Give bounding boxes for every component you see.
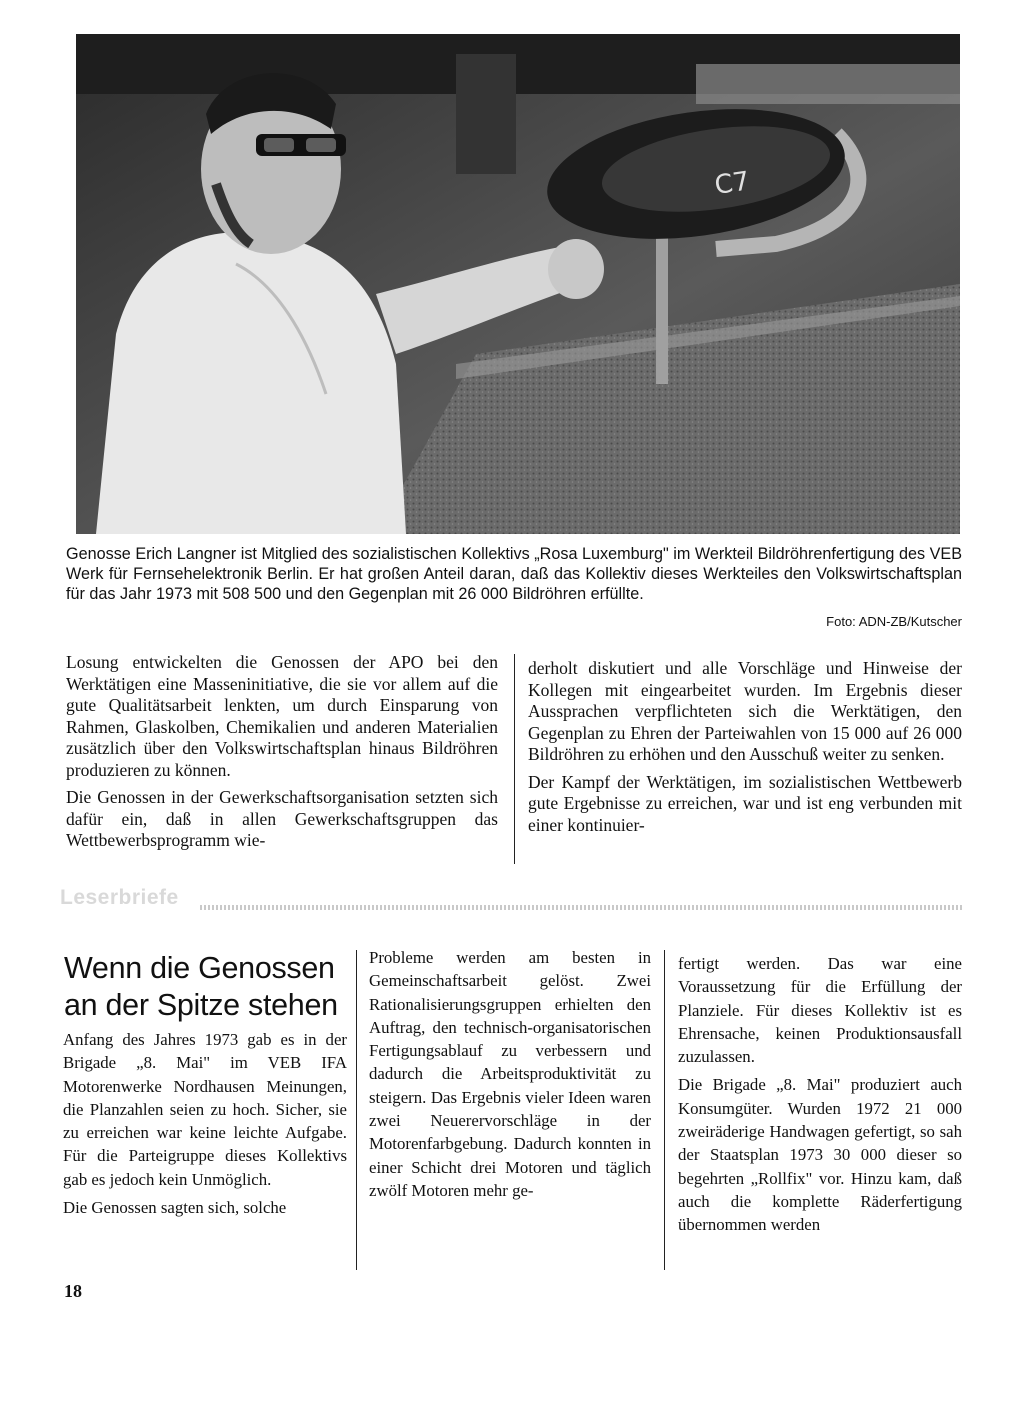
paragraph: Die Genossen sagten sich, solche — [63, 1198, 287, 1218]
tube-marking: C7 — [712, 166, 752, 201]
column-divider — [514, 654, 515, 864]
paragraph: Die Brigade „8. Mai" produziert auch Konsumgüter. Wurden 1972 21 000 zweiräderige Handwagen gefertigt, so sah der Staatsplan 1973 30 000 dieser so begehrten „Rollfix" vor. Hinzu kam, daß auch die komplette Räderfertigung übernommen werden — [678, 1075, 962, 1235]
section-header — [58, 886, 962, 914]
photo-caption: Genosse Erich Langner ist Mitglied des sozialistischen Kollektivs „Rosa Luxemburg" im Werkteil Bildröhrenfertigung des VEB Werk für Fernsehelektronik Berlin. Er hat großen Anteil daran, daß das Kollektiv dieses Werkteiles den Volkswirtschaftsplan für das Jahr 1973 mit 508 500 und den Gegenplan mit 26 000 Bildröhren erfüllte. — [66, 545, 962, 603]
page-number: 18 — [64, 1281, 82, 1301]
section-rule — [200, 905, 962, 910]
letter-headline: Wenn die Genossen an der Spitze stehen — [64, 951, 338, 1022]
letter-column-3 — [678, 952, 962, 1242]
paragraph: Die Genossen in der Gewerkschaftsorganisation setzten sich dafür ein, daß in allen Gewerkschaftsgruppen das Wettbewerbsprogramm wie- — [66, 787, 498, 850]
top-article-column-1 — [66, 652, 498, 858]
paragraph: Losung entwickelten die Genossen der APO bei den Werktätigen eine Masseninitiative, die sie vor allem auf die gute Qualitätsarbeit lenkten, um durch Einsparung von Rahmen, Glaskolben, Chemikalien und anderen Materialien zusätzlich über den Volkswirtschaftsplan hinaus Bildröhren produzieren zu können. — [66, 652, 498, 780]
column-divider — [356, 950, 357, 1270]
photograph-of-worker-inspecting-picture-tube-icon — [76, 34, 960, 534]
paragraph: fertigt werden. Das war eine Voraussetzung für die Erfüllung der Planziele. Für dieses Kollektiv ist es Ehrensache, keinen Produktionsausfall zuzulassen. — [678, 954, 962, 1067]
column-divider — [664, 950, 665, 1270]
paragraph: Der Kampf der Werktätigen, im sozialistischen Wettbewerb gute Ergebnisse zu erreichen, war und ist eng verbunden mit einer kontinuier- — [528, 771, 962, 835]
letter-column-1 — [63, 1028, 347, 1224]
letter-column-2 — [369, 946, 651, 1207]
photo-credit: Foto: ADN-ZB/Kutscher — [826, 614, 962, 629]
paragraph: Probleme werden am besten in Gemeinschaftsarbeit gelöst. Zwei Rationalisierungsgruppen erhielten den Auftrag, den technisch-organisatorischen Fertigungsablauf zu verbessern und dadurch die Arbeitsproduktivität zu steigern. Das Ergebnis vieler Ideen waren zwei Neuerervorschläge in der Motorenfarbgebung. Dadurch konnten in einer Schicht drei Motoren und täglich zwölf Motoren mehr ge- — [369, 948, 651, 1200]
section-label: Leserbriefe — [60, 886, 179, 909]
top-article-column-2 — [528, 658, 962, 842]
photo — [76, 34, 960, 534]
paragraph: derholt diskutiert und alle Vorschläge und Hinweise der Kollegen mit eingearbeitet wurden. Im Ergebnis dieser Aussprachen verpflichteten sich die Werktätigen, den Gegenplan zu Ehren der Parteiwahlen von 15 000 auf 26 000 Bildröhren zu erhöhen und den Ausschuß weiter zu senken. — [528, 658, 962, 764]
paragraph: Anfang des Jahres 1973 gab es in der Brigade „8. Mai" im VEB IFA Motorenwerke Nordhausen Meinungen, die Planzahlen seien zu hoch. Sicher, sie zu erreichen war keine leichte Aufgabe. Für die Parteigruppe dieses Kollektivs gab es jedoch kein Unmöglich. — [63, 1030, 347, 1189]
